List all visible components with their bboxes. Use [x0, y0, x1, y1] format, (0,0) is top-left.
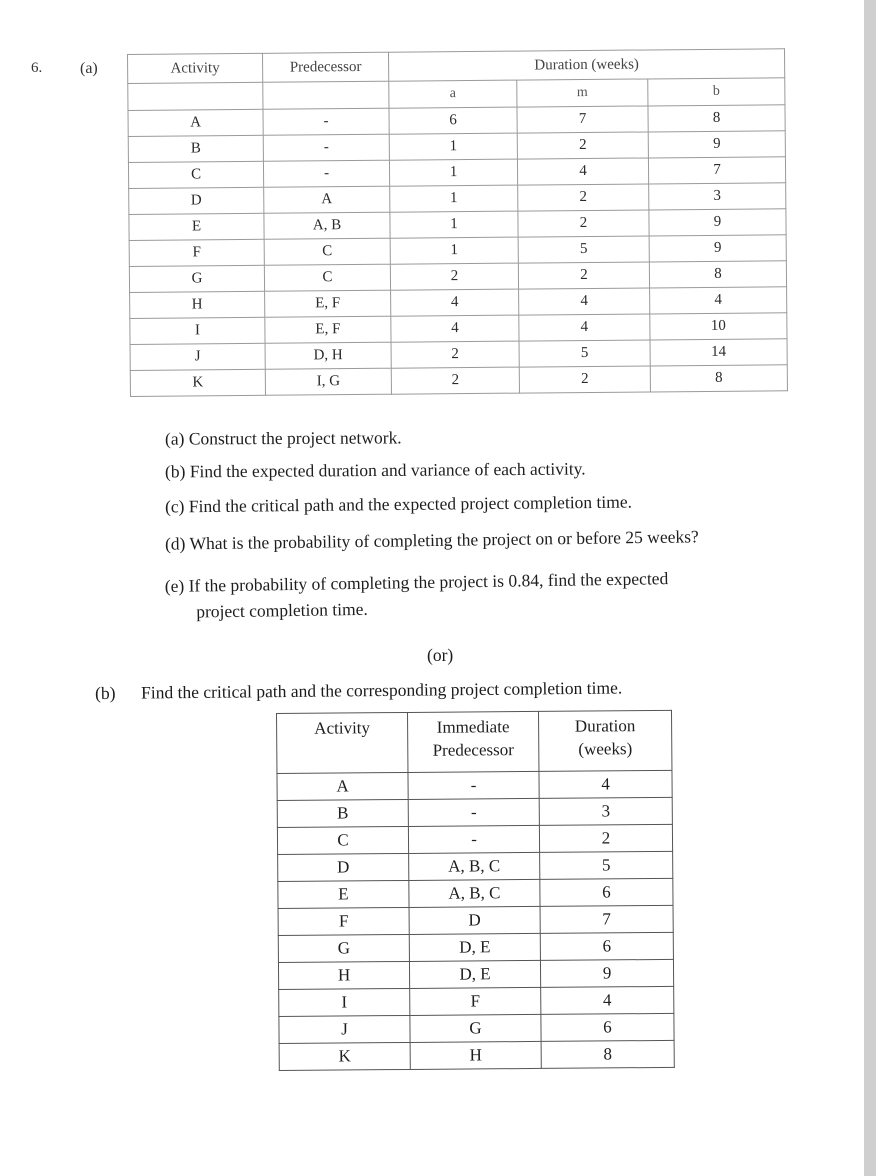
- cell-duration: 9: [540, 959, 673, 987]
- cell-predecessor: D, E: [409, 960, 540, 988]
- cell-a: 1: [390, 185, 518, 212]
- cell-activity: A: [277, 772, 408, 800]
- cell-activity: F: [278, 907, 409, 935]
- cell-m: 2: [517, 132, 648, 159]
- cell-activity: J: [130, 343, 265, 370]
- cell-duration: 4: [541, 986, 674, 1014]
- table-row: [130, 365, 787, 397]
- cell-predecessor: A, B: [264, 212, 390, 239]
- cell-activity: C: [277, 826, 408, 854]
- cell-a: 4: [391, 289, 519, 316]
- cell-m: 2: [519, 366, 650, 393]
- cell-predecessor: H: [410, 1041, 541, 1069]
- table-row: [277, 797, 672, 827]
- cell-m: 2: [518, 184, 649, 211]
- cell-a: 1: [389, 159, 517, 186]
- page-edge-shadow: [864, 0, 876, 1176]
- cell-b: 9: [648, 131, 785, 158]
- cell-m: 4: [519, 288, 650, 315]
- cell-duration: 6: [540, 878, 673, 906]
- cell-m: 2: [518, 262, 649, 289]
- cell-activity: K: [130, 369, 265, 396]
- part-b-question: [95, 677, 622, 704]
- table-row: [279, 1040, 674, 1070]
- cell-predecessor: D, H: [265, 342, 391, 369]
- cell-activity: A: [128, 109, 263, 136]
- cell-predecessor: E, F: [265, 316, 391, 343]
- cell-duration: 6: [541, 1013, 674, 1041]
- header-m: m: [517, 79, 648, 107]
- cell-b: 3: [649, 183, 786, 210]
- cell-m: 5: [519, 340, 650, 367]
- question-e-line1: (e) If the probability of completing the project is 0.84, find the expected: [164, 568, 669, 597]
- cell-activity: G: [129, 265, 264, 292]
- header-activity: [277, 712, 408, 773]
- cell-b: 7: [648, 157, 785, 184]
- cell-activity: J: [279, 1015, 410, 1043]
- cell-activity: E: [129, 213, 264, 240]
- cell-predecessor: -: [408, 771, 539, 799]
- cell-activity: F: [129, 239, 264, 266]
- cell-a: 2: [391, 367, 519, 394]
- cell-predecessor: G: [410, 1014, 541, 1042]
- cell-predecessor: D, E: [409, 933, 540, 961]
- table-row: [277, 770, 672, 800]
- question-a: (a) Construct the project network.: [164, 427, 402, 449]
- cell-a: 1: [389, 133, 517, 160]
- cell-activity: C: [128, 161, 263, 188]
- cell-predecessor: C: [264, 264, 390, 291]
- cell-b: 8: [649, 261, 786, 288]
- cell-a: 1: [390, 211, 518, 238]
- header-activity: Activity: [128, 53, 263, 83]
- cell-a: 6: [389, 107, 517, 134]
- cell-duration: 3: [539, 797, 672, 825]
- cell-activity: B: [277, 799, 408, 827]
- cell-predecessor: -: [263, 108, 389, 135]
- question-d: (d) What is the probability of completing the project on or before 25 weeks?: [164, 526, 699, 554]
- cell-m: 2: [518, 210, 649, 237]
- cell-activity: D: [129, 187, 264, 214]
- header-immediate-predecessor: [407, 711, 538, 772]
- cell-predecessor: F: [410, 987, 541, 1015]
- header-pred-line2: Predecessor: [432, 740, 514, 760]
- cell-duration: 7: [540, 905, 673, 933]
- cell-duration: 6: [540, 932, 673, 960]
- cell-b: 9: [649, 209, 786, 236]
- cell-activity: E: [278, 880, 409, 908]
- cell-a: 1: [390, 237, 518, 264]
- question-e-line2: project completion time.: [196, 598, 368, 622]
- cell-activity: H: [278, 961, 409, 989]
- question-number: 6.: [31, 60, 43, 76]
- cell-a: 2: [391, 341, 519, 368]
- cell-m: 4: [519, 314, 650, 341]
- question-e: [165, 563, 806, 625]
- cell-b: 8: [650, 365, 787, 392]
- cell-m: 5: [518, 236, 649, 263]
- table-row: [278, 905, 673, 935]
- cell-predecessor: I, G: [265, 368, 391, 395]
- cell-b: 10: [650, 313, 787, 340]
- table-row: [278, 878, 673, 908]
- cell-duration: 4: [539, 770, 672, 798]
- cpm-activity-table: [276, 710, 675, 1071]
- table-row: [277, 824, 672, 854]
- cell-duration: 5: [540, 851, 673, 879]
- part-b-text: Find the critical path and the corresponding project completion time.: [140, 677, 623, 703]
- cell-predecessor: A, B, C: [409, 852, 540, 880]
- cell-predecessor: A: [264, 186, 390, 213]
- cell-activity: D: [278, 853, 409, 881]
- header-b: b: [648, 78, 785, 106]
- table-row: [278, 959, 673, 989]
- table-row: [279, 986, 674, 1016]
- header-pred-line1: Immediate: [436, 717, 510, 737]
- cell-predecessor: E, F: [265, 290, 391, 317]
- cell-predecessor: A, B, C: [409, 879, 540, 907]
- header-activity-label: Activity: [314, 718, 371, 738]
- cell-m: 4: [517, 158, 648, 185]
- cell-duration: 2: [539, 824, 672, 852]
- table-row: [278, 932, 673, 962]
- cell-predecessor: C: [264, 238, 390, 265]
- cell-activity: I: [130, 317, 265, 344]
- cell-a: 2: [390, 263, 518, 290]
- question-c: (c) Find the critical path and the expected project completion time.: [164, 491, 633, 517]
- cell-b: 9: [649, 235, 786, 262]
- cell-activity: G: [278, 934, 409, 962]
- table-row: [279, 1013, 674, 1043]
- cell-predecessor: -: [408, 825, 539, 853]
- cell-activity: I: [279, 988, 410, 1016]
- cell-predecessor: -: [263, 160, 389, 187]
- header-predecessor: Predecessor: [262, 52, 388, 82]
- cell-a: 4: [391, 315, 519, 342]
- cell-predecessor: -: [408, 798, 539, 826]
- cell-activity: K: [279, 1042, 410, 1070]
- cell-b: 4: [650, 287, 787, 314]
- header-dur-line1: Duration: [574, 716, 636, 736]
- question-part-a-label: (a): [80, 60, 98, 77]
- cell-b: 8: [648, 105, 785, 132]
- cell-activity: B: [128, 135, 263, 162]
- part-b-label: (b): [95, 682, 116, 703]
- cell-b: 14: [650, 339, 787, 366]
- header-duration: Duration (weeks): [388, 49, 784, 81]
- cell-predecessor: -: [263, 134, 389, 161]
- table-row: [278, 851, 673, 881]
- header-dur-line2: (weeks): [578, 739, 633, 759]
- cell-m: 7: [517, 106, 648, 133]
- cell-predecessor: D: [409, 906, 540, 934]
- question-b: (b) Find the expected duration and variance of each activity.: [164, 458, 586, 482]
- or-separator: (or): [427, 645, 454, 665]
- cell-activity: H: [130, 291, 265, 318]
- header-duration: [538, 710, 671, 771]
- cell-duration: 8: [541, 1040, 674, 1068]
- header-a: a: [389, 80, 517, 108]
- pert-activity-table: [127, 48, 788, 397]
